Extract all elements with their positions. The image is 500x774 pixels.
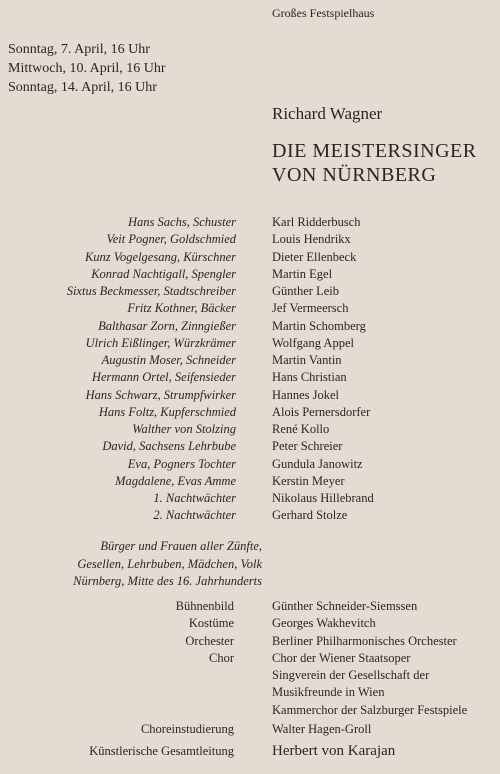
cast-row bbox=[0, 214, 500, 231]
opera-title-line: DIE MEISTERSINGER bbox=[272, 140, 477, 162]
cast-row bbox=[0, 387, 500, 404]
role: Kunz Vogelgesang, Kürschner bbox=[84, 249, 236, 264]
singer: Martin Vantin bbox=[272, 353, 342, 368]
singer: Hannes Jokel bbox=[272, 387, 339, 402]
role: Hans Foltz, Kupferschmied bbox=[98, 404, 236, 419]
singer: Alois Pernersdorfer bbox=[272, 404, 371, 419]
credit-row bbox=[0, 615, 500, 632]
singer: Jef Vermeersch bbox=[272, 301, 349, 316]
cast-row bbox=[0, 231, 500, 248]
role: Fritz Kothner, Bäcker bbox=[127, 301, 236, 316]
conductor-name: Herbert von Karajan bbox=[272, 743, 396, 759]
singer: Karl Ridderbusch bbox=[272, 215, 361, 230]
cast-row bbox=[0, 473, 500, 490]
cast-row bbox=[0, 438, 500, 455]
credit-value-list bbox=[272, 650, 467, 719]
credit-label: Kostüme bbox=[188, 616, 234, 631]
singer: Peter Schreier bbox=[272, 439, 343, 454]
cast-row bbox=[0, 421, 500, 438]
singer: Martin Egel bbox=[272, 266, 333, 281]
singer: Gundula Janowitz bbox=[272, 456, 363, 471]
credit-label: Chor bbox=[209, 650, 234, 665]
cast-row bbox=[0, 456, 500, 473]
credit-value: Günther Schneider-Siemssen bbox=[272, 599, 418, 613]
singer: Dieter Ellenbeck bbox=[272, 249, 357, 264]
role: Augustin Moser, Schneider bbox=[101, 353, 236, 368]
opera-title-line: VON NÜRNBERG bbox=[272, 164, 437, 186]
performance-dates bbox=[8, 40, 166, 97]
cast-list bbox=[0, 214, 500, 525]
singer: Louis Hendrikx bbox=[272, 232, 351, 247]
venue: Großes Festspielhaus bbox=[272, 6, 375, 20]
chorus-line: Nürnberg, Mitte des 16. Jahrhunderts bbox=[73, 574, 262, 588]
role: Walther von Stolzing bbox=[132, 422, 236, 437]
singer: Nikolaus Hillebrand bbox=[272, 491, 374, 506]
cast-row bbox=[0, 507, 500, 524]
role: Hermann Ortel, Seifensieder bbox=[91, 370, 236, 385]
date-line: Sonntag, 14. April, 16 Uhr bbox=[8, 80, 157, 95]
chorus-roles bbox=[0, 538, 262, 591]
singer: René Kollo bbox=[272, 422, 330, 437]
chorus-line: Bürger und Frauen aller Zünfte, bbox=[100, 539, 262, 553]
singer: Wolfgang Appel bbox=[272, 335, 354, 350]
credit-label: Künstlerische Gesamtleitung bbox=[89, 744, 234, 758]
credit-value: Georges Wakhevitch bbox=[272, 616, 376, 631]
singer: Hans Christian bbox=[272, 370, 347, 385]
opera-title bbox=[272, 139, 477, 187]
role: Sixtus Beckmesser, Stadtschreiber bbox=[66, 284, 236, 299]
credit-value: Kammerchor der Salzburger Festspiele bbox=[272, 702, 468, 717]
cast-row bbox=[0, 266, 500, 283]
credit-row bbox=[0, 743, 500, 760]
cast-row bbox=[0, 352, 500, 369]
chorus-line: Gesellen, Lehrbuben, Mädchen, Volk bbox=[77, 556, 262, 571]
role: 1. Nachtwächter bbox=[153, 491, 236, 506]
credit-value: Walter Hagen-Groll bbox=[272, 722, 372, 736]
cast-row bbox=[0, 249, 500, 266]
credit-label: Choreinstudierung bbox=[140, 722, 234, 736]
production-credits bbox=[0, 598, 500, 719]
credit-row bbox=[0, 598, 500, 615]
role: David, Sachsens Lehrbube bbox=[102, 439, 236, 454]
credit-label: Orchester bbox=[185, 633, 234, 648]
role: Konrad Nachtigall, Spengler bbox=[91, 266, 236, 281]
role: Magdalene, Evas Amme bbox=[115, 473, 236, 488]
credit-label: Bühnenbild bbox=[175, 599, 234, 613]
credit-value: Musikfreunde in Wien bbox=[272, 685, 385, 700]
role: Eva, Pogners Tochter bbox=[127, 456, 236, 471]
role: Ulrich Eißlinger, Würzkrämer bbox=[85, 335, 236, 350]
credit-value: Singverein der Gesellschaft der bbox=[272, 668, 430, 683]
credit-row bbox=[0, 650, 500, 719]
cast-row bbox=[0, 283, 500, 300]
role: Balthasar Zorn, Zinngießer bbox=[98, 318, 236, 333]
credit-value: Chor der Wiener Staatsoper bbox=[272, 650, 411, 665]
role: Hans Schwarz, Strumpfwirker bbox=[85, 387, 236, 402]
role: Hans Sachs, Schuster bbox=[128, 215, 236, 230]
date-line: Mittwoch, 10. April, 16 Uhr bbox=[8, 61, 166, 76]
singer: Martin Schomberg bbox=[272, 318, 366, 333]
date-line: Sonntag, 7. April, 16 Uhr bbox=[8, 42, 150, 57]
cast-row bbox=[0, 335, 500, 352]
singer: Gerhard Stolze bbox=[272, 508, 348, 523]
singer: Kerstin Meyer bbox=[272, 473, 345, 488]
cast-row bbox=[0, 490, 500, 507]
cast-row bbox=[0, 404, 500, 421]
credit-value: Berliner Philharmonisches Orchester bbox=[272, 633, 457, 648]
credit-row bbox=[0, 633, 500, 650]
singer: Günther Leib bbox=[272, 284, 339, 299]
role: Veit Pogner, Goldschmied bbox=[106, 232, 236, 247]
role: 2. Nachtwächter bbox=[153, 508, 236, 523]
credit-row bbox=[0, 721, 500, 738]
composer: Richard Wagner bbox=[272, 104, 383, 123]
cast-row bbox=[0, 369, 500, 386]
cast-row bbox=[0, 300, 500, 317]
cast-row bbox=[0, 318, 500, 335]
